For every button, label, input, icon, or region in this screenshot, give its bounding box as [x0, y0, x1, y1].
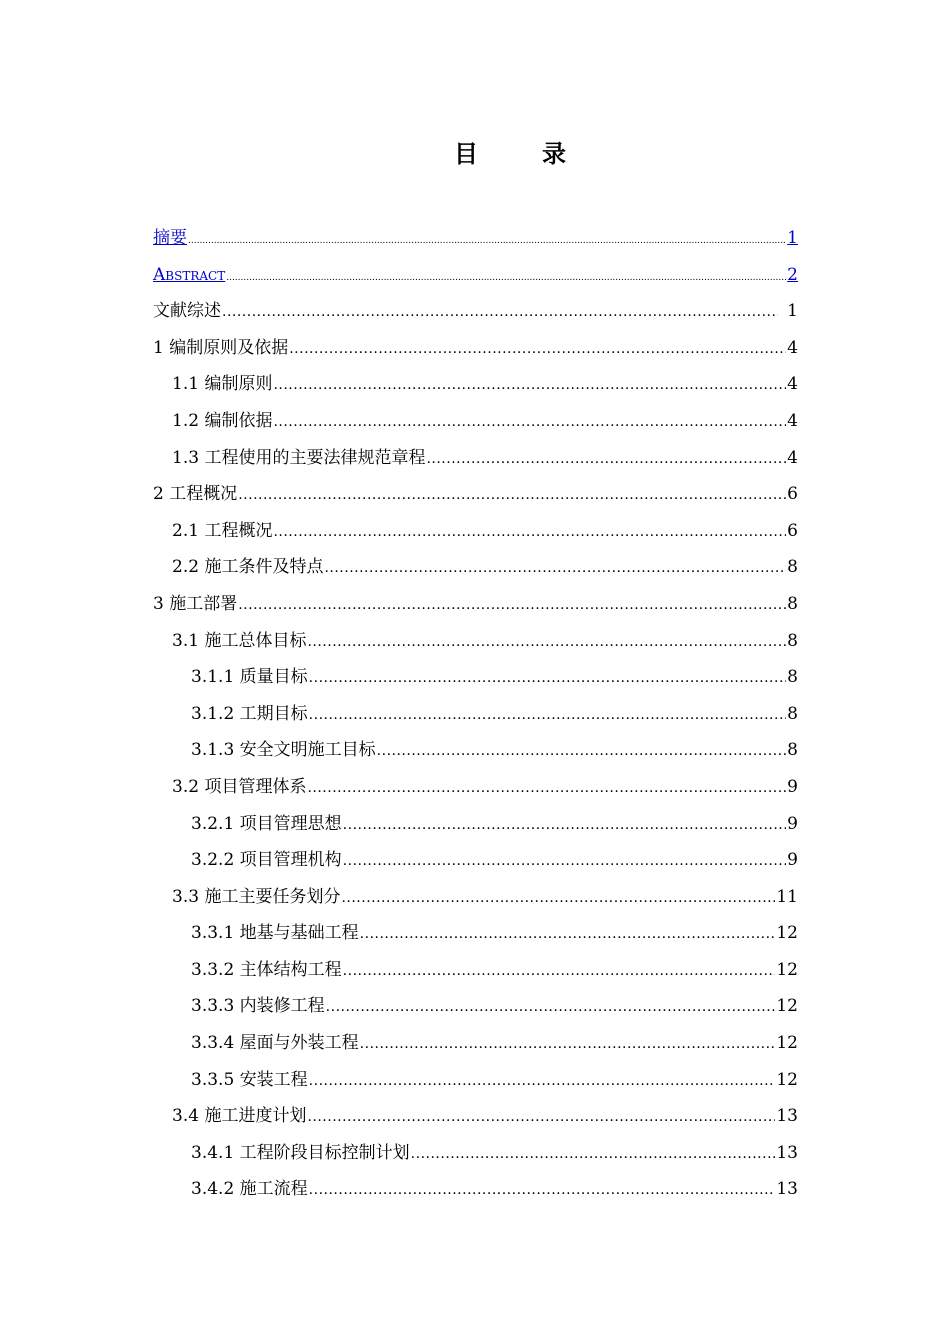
toc-dot-leader: [226, 264, 786, 292]
toc-dot-leader: [324, 554, 786, 582]
toc-dot-leader: [326, 993, 776, 1021]
toc-dot-leader: [289, 335, 786, 363]
table-of-contents: [153, 224, 798, 1212]
toc-entry-label: 3.4.2 施工流程: [191, 1179, 308, 1200]
toc-entry: [153, 517, 798, 554]
toc-entry-page-number: 9: [787, 776, 798, 797]
toc-dot-leader: [273, 408, 786, 436]
toc-entry-page-number: 12: [776, 959, 798, 980]
toc-entry-page-number: 8: [787, 740, 798, 761]
toc-dot-leader: [343, 811, 787, 839]
toc-dot-leader: [426, 445, 786, 473]
toc-entry-page-number: 6: [787, 484, 798, 505]
toc-entry-page-number: 9: [787, 813, 798, 834]
toc-entry-label: 3.2.1 项目管理思想: [191, 813, 342, 834]
toc-entry-label: 3.1.1 质量目标: [191, 667, 308, 688]
toc-entry-label: 3.3.4 屋面与外装工程: [191, 1033, 359, 1054]
toc-dot-leader: [309, 664, 787, 692]
toc-entry-page-number: 8: [787, 630, 798, 651]
toc-entry: [153, 1066, 798, 1103]
toc-entry: [153, 1102, 798, 1139]
toc-dot-leader: [238, 591, 786, 619]
toc-entry-page-number: 4: [787, 410, 798, 431]
toc-entry: [153, 1029, 798, 1066]
toc-entry: [153, 810, 798, 847]
toc-entry-page-number[interactable]: 2: [787, 264, 798, 285]
toc-entry-page-number: 8: [787, 557, 798, 578]
toc-dot-leader: [188, 227, 786, 255]
toc-entry: [153, 480, 798, 517]
toc-entry-page-number: 13: [776, 1106, 798, 1127]
toc-entry-label: 1 编制原则及依据: [153, 337, 289, 358]
toc-dot-leader: [341, 884, 775, 912]
toc-entry: [153, 736, 798, 773]
toc-entry-label: 2 工程概况: [153, 484, 238, 505]
toc-dot-leader: [343, 957, 776, 985]
toc-entry-label: 3.3.3 内装修工程: [191, 996, 325, 1017]
toc-entry-label: 3.3.2 主体结构工程: [191, 959, 342, 980]
toc-entry-page-number: 12: [776, 1069, 798, 1090]
toc-entry: [153, 407, 798, 444]
toc-entry-page-number: 8: [787, 667, 798, 688]
toc-dot-leader: [307, 774, 786, 802]
toc-dot-leader: [360, 920, 776, 948]
toc-entry-page-number: 12: [776, 996, 798, 1017]
toc-entry-label: 3.4 施工进度计划: [172, 1106, 307, 1127]
toc-entry-label: 3.3.5 安装工程: [191, 1069, 308, 1090]
toc-entry[interactable]: [153, 224, 798, 261]
toc-entry: [153, 883, 798, 920]
toc-entry-label: 1.1 编制原则: [172, 374, 273, 395]
toc-entry-label: 文献综述: [153, 301, 221, 322]
toc-entry-page-number: 12: [776, 1033, 798, 1054]
toc-entry: [153, 1175, 798, 1212]
toc-entry-label: 1.2 编制依据: [172, 410, 273, 431]
toc-entry-page-number: 13: [776, 1142, 798, 1163]
toc-entry-label[interactable]: 摘要: [153, 228, 187, 248]
toc-dot-leader: [360, 1030, 776, 1058]
toc-dot-leader: [273, 518, 786, 546]
toc-entry-label: 1.3 工程使用的主要法律规范章程: [172, 447, 426, 468]
toc-entry: [153, 553, 798, 590]
toc-entry-page-number: 4: [787, 337, 798, 358]
toc-entry-page-number: 6: [787, 520, 798, 541]
toc-entry-label: 3.2.2 项目管理机构: [191, 850, 342, 871]
toc-entry-page-number: 9: [787, 850, 798, 871]
toc-entry-page-number: 8: [787, 593, 798, 614]
toc-dot-leader: [307, 1103, 775, 1131]
toc-entry-page-number: 11: [776, 886, 798, 907]
toc-entry-page-number: 1: [787, 301, 798, 322]
toc-entry-label: 3.3 施工主要任务划分: [172, 886, 341, 907]
toc-entry-label: 3.3.1 地基与基础工程: [191, 923, 359, 944]
toc-entry: [153, 627, 798, 664]
toc-entry: [153, 700, 798, 737]
toc-entry: [153, 370, 798, 407]
page-title: 目 录: [454, 140, 586, 168]
toc-entry-label[interactable]: Abstract: [153, 264, 226, 285]
toc-entry-label: 2.2 施工条件及特点: [172, 557, 324, 578]
toc-entry: [153, 297, 798, 334]
toc-entry-page-number: 8: [787, 703, 798, 724]
toc-entry-label: 2.1 工程概况: [172, 520, 273, 541]
toc-dot-leader: [343, 847, 787, 875]
toc-dot-leader: [238, 481, 786, 509]
toc-dot-leader: [309, 1067, 776, 1095]
toc-entry-label: 3.4.1 工程阶段目标控制计划: [191, 1142, 410, 1163]
toc-entry-label: 3 施工部署: [153, 593, 238, 614]
toc-dot-leader: [222, 298, 778, 326]
toc-entry-page-number: 4: [787, 374, 798, 395]
toc-entry: [153, 773, 798, 810]
toc-entry-label: 3.2 项目管理体系: [172, 776, 307, 797]
toc-entry-label: 3.1 施工总体目标: [172, 630, 307, 651]
toc-entry: [153, 992, 798, 1029]
toc-entry: [153, 590, 798, 627]
toc-entry: [153, 919, 798, 956]
toc-entry[interactable]: [153, 261, 798, 298]
toc-dot-leader: [309, 1176, 776, 1204]
toc-dot-leader: [273, 371, 786, 399]
toc-entry-page-number: 4: [787, 447, 798, 468]
toc-dot-leader: [377, 737, 787, 765]
toc-entry: [153, 846, 798, 883]
toc-entry-page-number: 13: [776, 1179, 798, 1200]
toc-dot-leader: [309, 701, 787, 729]
toc-entry-page-number[interactable]: 1: [787, 228, 798, 248]
toc-entry: [153, 956, 798, 993]
toc-entry: [153, 444, 798, 481]
toc-dot-leader: [411, 1140, 776, 1168]
toc-entry: [153, 1139, 798, 1176]
toc-entry-page-number: 12: [776, 923, 798, 944]
toc-entry: [153, 334, 798, 371]
toc-entry: [153, 663, 798, 700]
toc-dot-leader: [307, 628, 786, 656]
toc-entry-label: 3.1.2 工期目标: [191, 703, 308, 724]
toc-entry-label: 3.1.3 安全文明施工目标: [191, 740, 376, 761]
